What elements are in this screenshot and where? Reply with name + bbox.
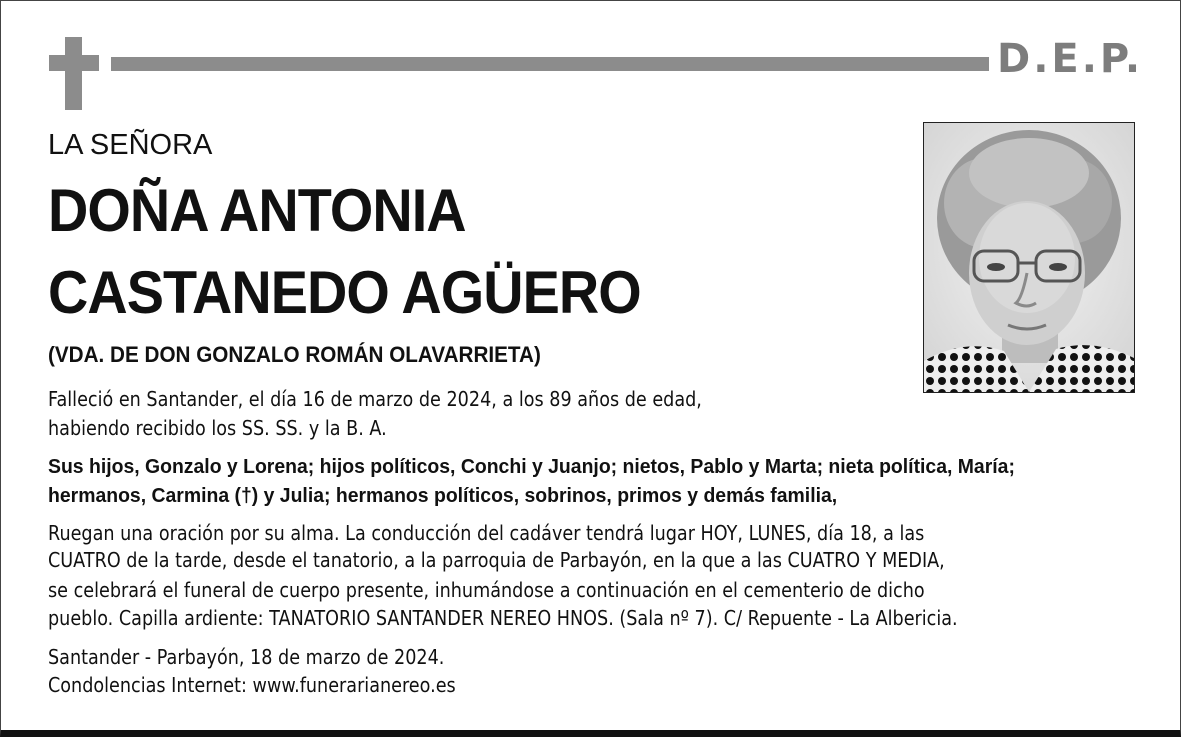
place-date: Santander - Parbayón, 18 de marzo de 2024. [48,645,445,669]
widow-of-line: (VDA. DE DON GONZALO ROMÁN OLAVARRIETA) [48,342,541,367]
portrait-image [924,123,1134,392]
family-line1: Sus hijos, Gonzalo y Lorena; hijos políticos, Conchi y Juanjo; nietos, Pablo y Marta; nieta política, María; [48,456,1015,478]
family-line2: hermanos, Carmina (†) y Julia; hermanos políticos, sobrinos, primos y demás familia, [48,485,838,507]
condolences-line: Condolencias Internet: www.funerarianereo.es [48,673,456,697]
dep-heading: D.E.P. [997,36,1144,82]
funeral-line1: Ruegan una oración por su alma. La conducción del cadáver tendrá lugar HOY, LUNES, día 18, a las [48,521,925,545]
header-rule [111,57,989,71]
funeral-line2: CUATRO de la tarde, desde el tanatorio, a la parroquia de Parbayón, en la que a las CUATRO Y MEDIA, [48,548,945,572]
funeral-line4: pueblo. Capilla ardiente: TANATORIO SANTANDER NEREO HNOS. (Sala nº 7). C/ Repuente - La Albericia. [48,606,958,630]
deceased-name-line1: DOÑA ANTONIA [48,177,466,244]
deceased-label: LA SEÑORA [48,129,213,161]
death-notice-line2: habiendo recibido los SS. SS. y la B. A. [48,416,387,440]
cross-icon [49,37,99,110]
deceased-name-line2: CASTANEDO AGÜERO [48,259,641,326]
funeral-line3: se celebrará el funeral de cuerpo presente, inhumándose a continuación en el cementerio de dicho [48,578,925,602]
death-notice-line1: Falleció en Santander, el día 16 de marzo de 2024, a los 89 años de edad, [48,387,702,411]
deceased-portrait [923,122,1135,393]
